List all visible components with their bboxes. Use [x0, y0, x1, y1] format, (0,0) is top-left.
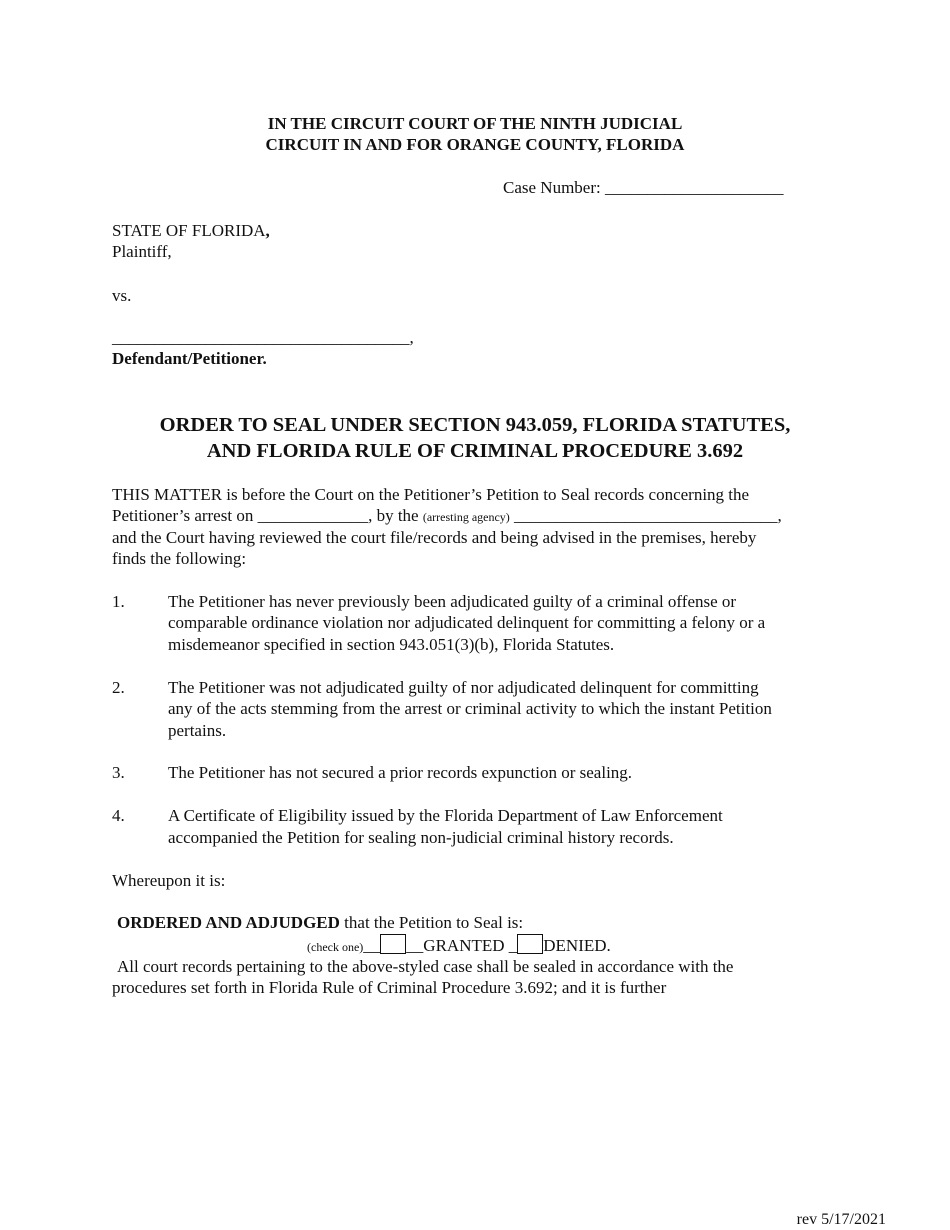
intro-line3: and the Court having reviewed the court file/records and being advised in the premises, hereby — [112, 528, 757, 547]
arresting-agency-field[interactable]: _______________________________, — [509, 506, 782, 525]
case-number — [503, 177, 783, 198]
whereupon-text: Whereupon it is: — [112, 871, 226, 890]
plaintiff-label: Plaintiff, — [112, 242, 172, 261]
order-title-line2: AND FLORIDA RULE OF CRIMINAL PROCEDURE 3.692 — [206, 440, 744, 462]
finding-text: comparable ordinance violation nor adjudicated delinquent for committing a felony or a — [168, 613, 766, 632]
finding-text: The Petitioner was not adjudicated guilty of nor adjudicated delinquent for committing — [168, 678, 759, 697]
denied-label: DENIED. — [543, 936, 611, 955]
finding-text: A Certificate of Eligibility issued by the Florida Department of Law Enforcement — [168, 806, 723, 825]
finding-text: pertains. — [168, 721, 227, 740]
intro-line4: finds the following: — [112, 549, 247, 568]
order-title-line1: ORDER TO SEAL UNDER SECTION 943.059, FLORIDA STATUTES, — [159, 414, 791, 436]
order-line-rest: that the Petition to Seal is: — [339, 913, 524, 932]
court-header — [0, 113, 950, 155]
court-header-line1: IN THE CIRCUIT COURT OF THE NINTH JUDICIAL — [267, 114, 683, 133]
finding-text: The Petitioner has never previously been adjudicated guilty of a criminal offense or — [168, 592, 737, 611]
intro-line2 — [112, 505, 842, 528]
arrest-date-field[interactable]: Petitioner’s arrest on _____________, by the — [112, 506, 423, 525]
plaintiff-comma: , — [265, 221, 270, 240]
finding-number: 3. — [112, 763, 125, 782]
ordered-adjudged-label: ORDERED AND ADJUDGED — [117, 913, 340, 932]
finding-number: 2. — [112, 678, 125, 697]
granted-label: __GRANTED _ — [406, 936, 518, 955]
finding-text: accompanied the Petition for sealing non-judicial criminal history records. — [168, 828, 674, 847]
intro-line1: THIS MATTER is before the Court on the Petitioner’s Petition to Seal records concerning the — [112, 485, 750, 504]
defendant-name-field[interactable]: ___________________________________, — [112, 328, 414, 347]
denied-checkbox[interactable] — [517, 934, 543, 954]
court-header-line2: CIRCUIT IN AND FOR ORANGE COUNTY, FLORIDA — [265, 135, 685, 154]
revision-date: rev 5/17/2021 — [796, 1211, 886, 1228]
plaintiff-name — [112, 220, 270, 241]
arresting-agency-hint: (arresting agency) — [422, 510, 510, 524]
decision-checkboxes — [307, 934, 611, 958]
order-line — [117, 912, 523, 933]
finding-text: The Petitioner has not secured a prior records expunction or sealing. — [168, 763, 633, 782]
finding-text: misdemeanor specified in section 943.051(3)(b), Florida Statutes. — [168, 635, 615, 654]
sealing-text-line2: procedures set forth in Florida Rule of Criminal Procedure 3.692; and it is further — [112, 978, 667, 997]
finding-number: 1. — [112, 592, 125, 611]
finding-number: 4. — [112, 806, 125, 825]
underscore-lead: __ — [363, 936, 381, 955]
check-one-hint: (check one) — [307, 940, 364, 954]
order-title — [0, 412, 950, 464]
sealing-text-line1: All court records pertaining to the above-styled case shall be sealed in accordance with the — [117, 957, 734, 976]
versus-label: vs. — [112, 286, 132, 305]
case-number-field[interactable]: _____________________ — [604, 178, 784, 197]
plaintiff-name-text: STATE OF FLORIDA — [112, 221, 266, 240]
granted-checkbox[interactable] — [380, 934, 406, 954]
case-number-label: Case Number: — [503, 178, 601, 197]
defendant-label: Defendant/Petitioner. — [112, 349, 267, 368]
finding-text: any of the acts stemming from the arrest or criminal activity to which the instant Petition — [168, 699, 772, 718]
